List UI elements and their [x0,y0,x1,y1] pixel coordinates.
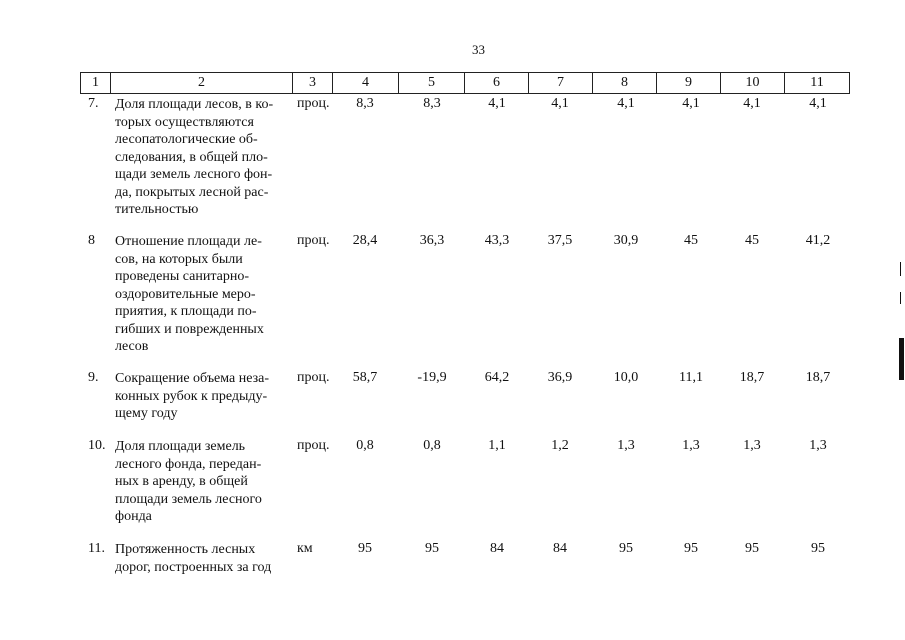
value-col-8: 30,9 [613,233,639,248]
value-col-8: 95 [619,541,633,556]
value-col-10: 4,1 [743,96,761,111]
value-col-6: 84 [490,541,504,556]
header-col-2: 2 [110,72,292,94]
row-unit: проц. [297,233,330,248]
header-col-9: 9 [656,72,720,94]
row-description: Доля площади лесов, в ко- торых осуществляются лесопатологические об- следования, в общей пло- щади земель лесного фон- да, покрытых лесной рас- тительностью [115,97,274,217]
value-col-7: 36,9 [547,370,573,385]
header-col-10: 10 [720,72,784,94]
header-col-7: 7 [528,72,592,94]
value-col-6: 43,3 [484,233,510,248]
value-col-6: 64,2 [484,370,510,385]
header-col-6: 6 [464,72,528,94]
value-col-6: 1,1 [488,438,506,453]
header-col-11: 11 [784,72,850,94]
header-col-4: 4 [332,72,398,94]
row-description: Протяженность лесных дорог, построенных за год [115,542,272,575]
value-col-9: 4,1 [682,96,700,111]
row-number: 11. [88,541,105,556]
row-unit: проц. [297,438,330,453]
value-col-4: 8,3 [356,96,374,111]
value-col-7: 37,5 [547,233,573,248]
value-col-7: 4,1 [551,96,569,111]
header-col-1: 1 [80,72,110,94]
value-col-10: 95 [745,541,759,556]
scan-mark [899,338,904,380]
row-unit: проц. [297,96,330,111]
header-col-5: 5 [398,72,464,94]
value-col-5: -19,9 [417,370,447,385]
value-col-4: 0,8 [356,438,374,453]
value-col-7: 84 [553,541,567,556]
value-col-7: 1,2 [551,438,569,453]
value-col-6: 4,1 [488,96,506,111]
row-number: 8 [88,233,95,248]
value-col-8: 4,1 [617,96,635,111]
value-col-9: 1,3 [682,438,700,453]
value-col-8: 10,0 [613,370,639,385]
row-unit: км [297,541,313,556]
header-col-8: 8 [592,72,656,94]
row-description: Сокращение объема неза- конных рубок к предыду- щему году [115,371,270,421]
value-col-5: 0,8 [423,438,441,453]
scan-mark [900,292,901,304]
page-number: 33 [472,42,485,57]
value-col-4: 95 [358,541,372,556]
value-col-9: 11,1 [679,370,703,385]
value-col-5: 36,3 [419,233,445,248]
value-col-11: 4,1 [809,96,827,111]
value-col-9: 45 [684,233,698,248]
value-col-10: 18,7 [739,370,765,385]
value-col-4: 58,7 [352,370,378,385]
value-col-10: 45 [745,233,759,248]
value-col-5: 95 [425,541,439,556]
row-unit: проц. [297,370,330,385]
value-col-4: 28,4 [352,233,378,248]
row-number: 10. [88,438,106,453]
row-number: 7. [88,96,99,111]
value-col-10: 1,3 [743,438,761,453]
row-number: 9. [88,370,99,385]
row-description: Доля площади земель лесного фонда, передан- ных в аренду, в общей площади земель лесного фонда [115,439,262,524]
value-col-11: 41,2 [805,233,831,248]
value-col-11: 1,3 [809,438,827,453]
scan-mark [900,262,901,276]
row-description: Отношение площади ле- сов, на которых были проведены санитарно- оздоровительные меро- приятия, к площади по- гибших и поврежденных лесов [115,234,264,354]
value-col-5: 8,3 [423,96,441,111]
value-col-9: 95 [684,541,698,556]
value-col-8: 1,3 [617,438,635,453]
value-col-11: 95 [811,541,825,556]
header-col-3: 3 [292,72,332,94]
value-col-11: 18,7 [805,370,831,385]
